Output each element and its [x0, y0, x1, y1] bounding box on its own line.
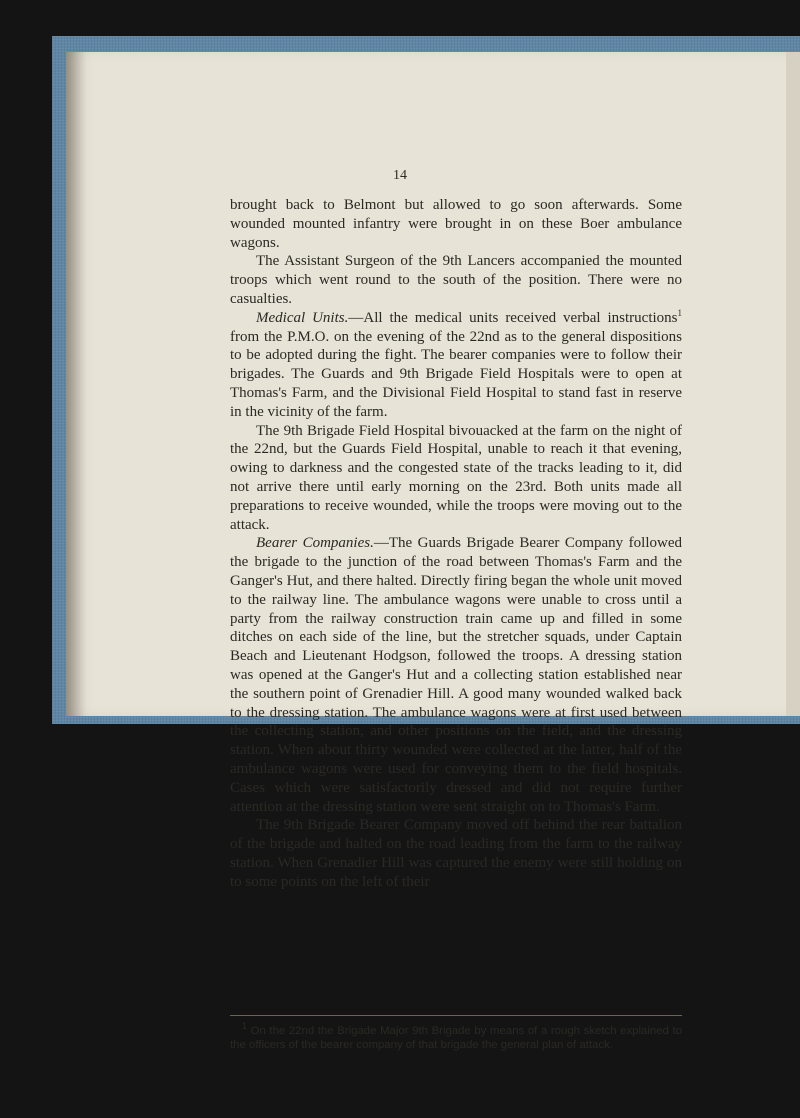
footnote-reference: 1 [677, 307, 682, 318]
paragraph-text: —All the medical units received verbal instructions [348, 309, 678, 326]
footnote [230, 1021, 682, 1052]
paragraph [230, 534, 682, 816]
paragraph-text: —The Guards Brigade Bearer Company followed the brigade to the junction of the road between Thomas's Farm and the Ganger's Hut, and there halted. Directly firing began the whole unit moved to the railway line. The ambulance wagons were unable to cross until a party from the railway construction train came up and filled in some ditches on each side of the line, but the stretcher squads, under Captain Beach and Lieutenant Hodgson, followed the troops. A dressing station was opened at the Ganger's Hut and a collecting station established near the southern point of Grenadier Hill. A good many wounded walked back to the dressing station. The ambulance wagons were at first used between the collecting station, and other positions on the field, and the dressing station. When about thirty wounded were collected at the latter, half of the ambulance wagons were used for conveying them to the field hospitals. Cases which were satisfactorily dressed and did not require further attention at the dressing station were sent straight on to Thomas's Farm. [230, 535, 682, 815]
paragraph: The 9th Brigade Bearer Company moved off behind the rear battalion of the brigade and halted on the road leading from the farm to the railway station. When Grenadier Hill was captured the enemy were still holding on to some points on the left of their [230, 817, 682, 890]
paragraph-text: from the P.M.O. on the evening of the 22nd as to the general dispositions to be adopted during the fight. The bearer companies were to follow their brigades. The Guards and 9th Brigade Field Hospitals were to open at Thomas's Farm, and the Divisional Field Hospital to stand fast in reserve in the vicinity of the farm. [230, 328, 682, 420]
page-right-edge [786, 52, 800, 716]
footnote-marker: 1 [242, 1021, 248, 1032]
page-gutter-shadow [66, 52, 86, 716]
paragraph: The Assistant Surgeon of the 9th Lancers accompanied the mounted troops which went round to the south of the position. There were no casualties. [230, 253, 682, 307]
paragraph [230, 309, 682, 422]
footnote-rule [230, 1015, 682, 1016]
paragraph: The 9th Brigade Field Hospital bivouacked at the farm on the night of the 22nd, but the Guards Field Hospital, unable to reach it that evening, owing to darkness and the congested state of the tracks leading to it, did not arrive there until early morning on the 23rd. Both units made all preparations to receive wounded, while the troops were moving out to the attack. [230, 422, 682, 533]
page-number: 14 [393, 168, 407, 183]
footnote-text: On the 22nd the Brigade Major 9th Brigade by means of a rough sketch explained to the officers of the bearer company of that brigade the general plan of attack. [230, 1025, 682, 1052]
section-heading: Medical Units. [256, 309, 349, 326]
body-text [230, 196, 682, 891]
section-heading: Bearer Companies. [256, 535, 374, 552]
paragraph: brought back to Belmont but allowed to go soon afterwards. Some wounded mounted infantry were brought in on these Boer ambulance wagons. [230, 197, 682, 251]
